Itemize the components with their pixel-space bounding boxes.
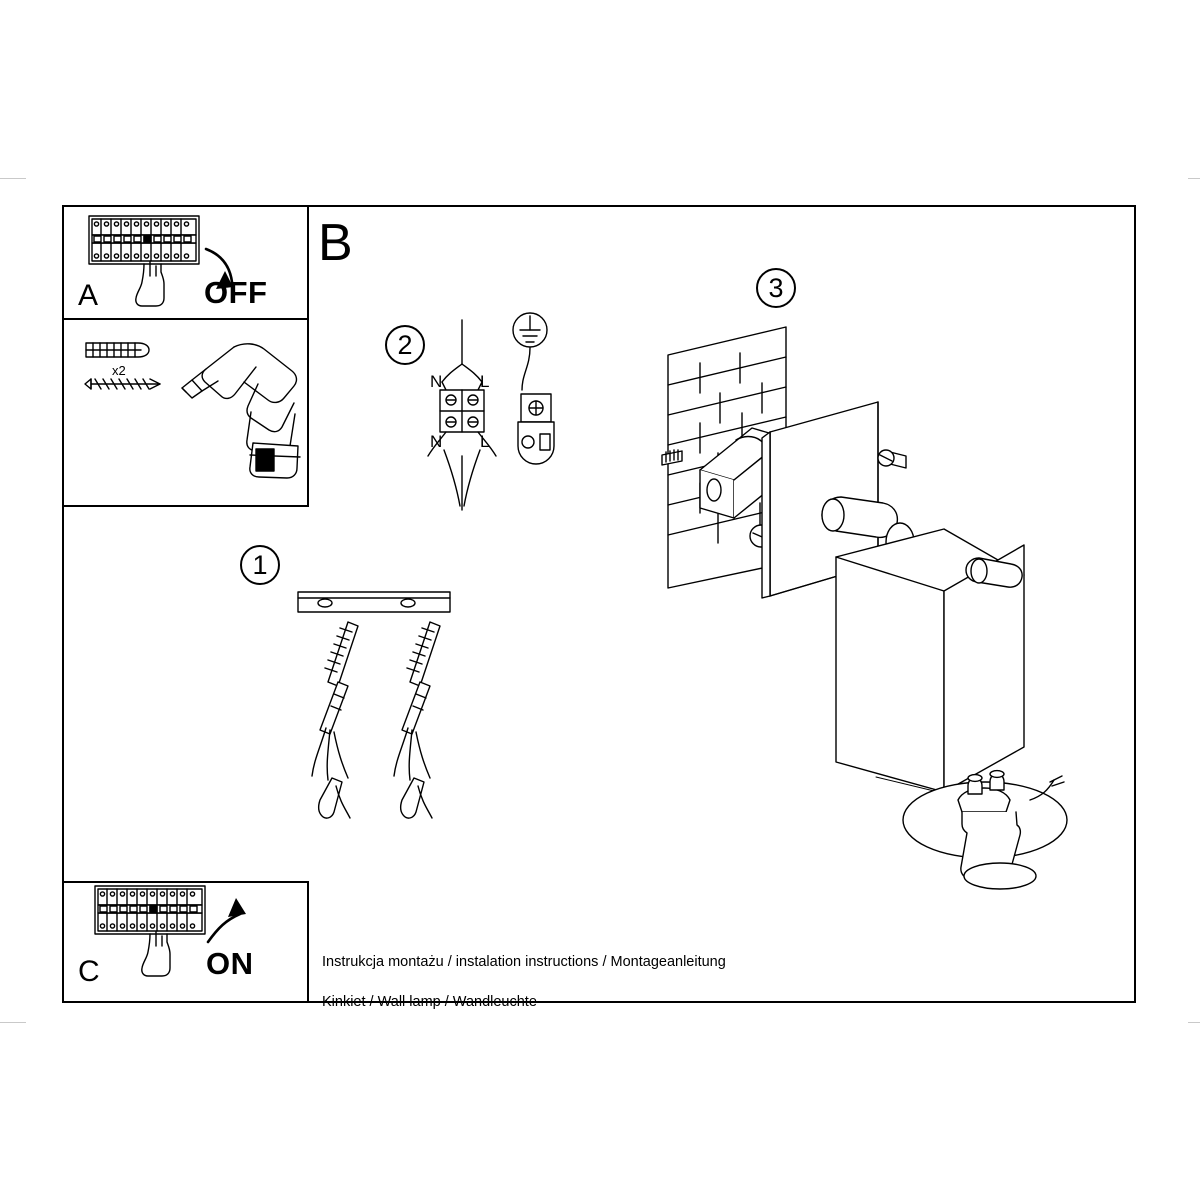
- terminal-label-n-top: N: [430, 372, 443, 391]
- hardware-quantity-label: x2: [112, 363, 126, 378]
- mounting-plate-illustration: [298, 592, 450, 818]
- terminal-label-l-top: L: [480, 372, 490, 391]
- caption-block: [322, 932, 726, 1032]
- terminal-label-l-bottom: L: [480, 432, 490, 451]
- wall-lamp-assembly-illustration: [662, 327, 1067, 889]
- step-number-2: 2: [385, 325, 425, 365]
- caption-line-1: Instrukcja montażu / instalation instructions / Montageanleitung: [322, 954, 726, 970]
- step-number-3: 3: [756, 268, 796, 308]
- panel-b-letter: B: [318, 214, 353, 272]
- panel-a-action-label: OFF: [204, 275, 268, 310]
- terminal-label-n-bottom: N: [430, 432, 443, 451]
- step-number-1: 1: [240, 545, 280, 585]
- panel-c-action-label: ON: [206, 946, 254, 981]
- panel-a-letter: A: [78, 279, 99, 312]
- panel-c-letter: C: [78, 955, 100, 988]
- caption-line-2: Kinkiet / Wall lamp / Wandleuchte: [322, 994, 537, 1010]
- wiring-illustration: [428, 313, 554, 510]
